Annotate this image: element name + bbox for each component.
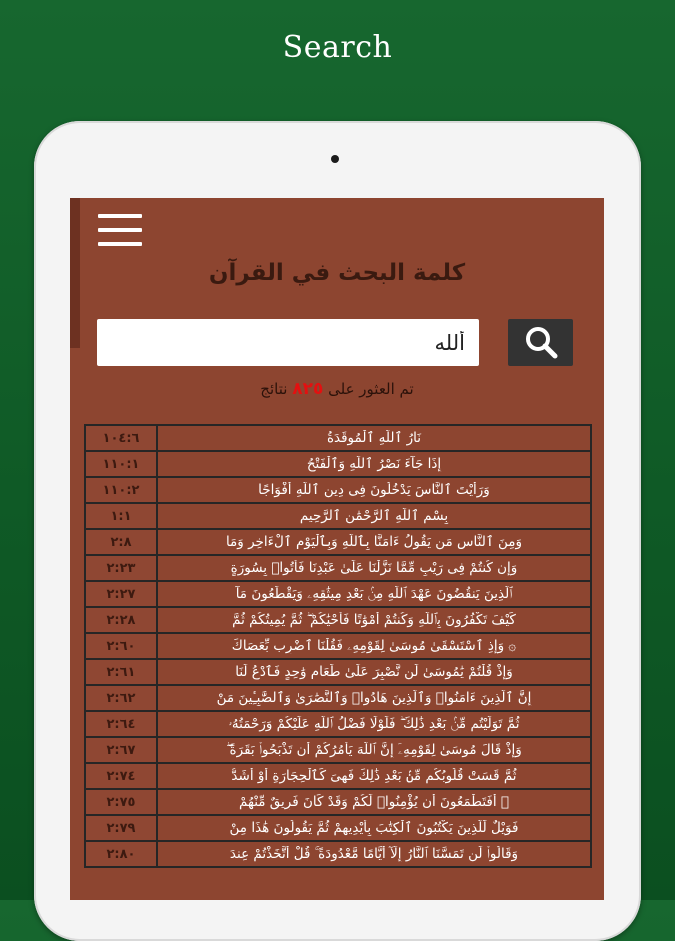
verse-reference: ٢:٧٩ <box>85 815 157 841</box>
results-table <box>84 424 592 868</box>
verse-text: كَيْفَ تَكْفُرُونَ بِٱللَّهِ وَكُنتُمْ أَمْوَٰتًا فَأَحْيَٰكُمْ ۖ ثُمَّ يُمِيتُكُمْ ثُمَّ <box>232 612 516 628</box>
verse-reference: ٢:٦١ <box>85 659 157 685</box>
verse-text-cell <box>157 633 591 659</box>
verse-text: وَإِذْ قَالَ مُوسَىٰ لِقَوْمِهِۦٓ إِنَّ ٱللَّهَ يَأْمُرُكُمْ أَن تَذْبَحُوا۟ بَقَرَةً ۖ <box>226 742 522 758</box>
result-row[interactable] <box>85 789 591 815</box>
verse-reference: ٢:٢٧ <box>85 581 157 607</box>
result-row[interactable] <box>85 529 591 555</box>
verse-text: نَارُ ٱللَّهِ ٱلْمُوقَدَةُ <box>326 430 422 446</box>
verse-text-cell <box>157 477 591 503</box>
verse-reference: ١١٠:١ <box>85 451 157 477</box>
verse-text-cell <box>157 737 591 763</box>
verse-text-cell <box>157 815 591 841</box>
verse-text: إِنَّ ٱلَّذِينَ ءَامَنُوا۟ وَٱلَّذِينَ هَادُوا۟ وَٱلنَّصَٰرَىٰ وَٱلصَّٰبِـِٔينَ مَنْ <box>216 690 532 706</box>
verse-text-cell <box>157 841 591 867</box>
verse-text: ۞ أَفَتَطْمَعُونَ أَن يُؤْمِنُوا۟ لَكُمْ وَقَدْ كَانَ فَرِيقٌ مِّنْهُمْ <box>238 794 509 810</box>
verse-text: وَإِذْ قُلْتُمْ يَٰمُوسَىٰ لَن نَّصْبِرَ عَلَىٰ طَعَامٍ وَٰحِدٍ فَٱدْعُ لَنَا <box>235 664 513 680</box>
verse-reference: ٢:٧٥ <box>85 789 157 815</box>
results-prefix: تم العثور على <box>328 380 414 398</box>
hamburger-menu-icon[interactable] <box>98 214 142 248</box>
verse-text-cell <box>157 451 591 477</box>
result-row[interactable] <box>85 737 591 763</box>
verse-reference: ٢:٧٤ <box>85 763 157 789</box>
verse-text: وَإِن كُنتُمْ فِى رَيْبٍ مِّمَّا نَزَّلْنَا عَلَىٰ عَبْدِنَا فَأْتُوا۟ بِسُورَةٍ <box>230 560 518 576</box>
search-input[interactable] <box>97 319 479 366</box>
result-row[interactable] <box>85 581 591 607</box>
verse-text-cell <box>157 503 591 529</box>
result-row[interactable] <box>85 555 591 581</box>
verse-text: ثُمَّ قَسَتْ قُلُوبُكُم مِّنۢ بَعْدِ ذَٰلِكَ فَهِىَ كَٱلْحِجَارَةِ أَوْ أَشَدُّ <box>231 768 517 784</box>
search-button[interactable] <box>508 319 573 366</box>
result-row[interactable] <box>85 425 591 451</box>
result-row[interactable] <box>85 607 591 633</box>
result-row[interactable] <box>85 711 591 737</box>
result-row[interactable] <box>85 685 591 711</box>
verse-text: وَمِنَ ٱلنَّاسِ مَن يَقُولُ ءَامَنَّا بِٱللَّهِ وَبِٱلْيَوْمِ ٱلْءَاخِرِ وَمَا <box>225 534 523 550</box>
verse-text-cell <box>157 711 591 737</box>
verse-reference: ٢:٢٨ <box>85 607 157 633</box>
search-icon <box>521 323 561 363</box>
verse-text-cell <box>157 659 591 685</box>
verse-reference: ٢:٦٤ <box>85 711 157 737</box>
verse-reference: ٢:٦٢ <box>85 685 157 711</box>
verse-text: بِسْمِ ٱللَّهِ ٱلرَّحْمَٰنِ ٱلرَّحِيمِ <box>299 508 449 524</box>
results-count: ٨٢٥ <box>292 379 324 399</box>
result-row[interactable] <box>85 503 591 529</box>
verse-reference: ٢:٢٣ <box>85 555 157 581</box>
page-title: كلمة البحث في القرآن <box>208 260 466 286</box>
result-row[interactable] <box>85 659 591 685</box>
verse-text-cell <box>157 763 591 789</box>
verse-text: إِذَا جَآءَ نَصْرُ ٱللَّهِ وَٱلْفَتْحُ <box>306 456 442 472</box>
verse-text: ثُمَّ تَوَلَّيْتُم مِّنۢ بَعْدِ ذَٰلِكَ ۖ فَلَوْلَا فَضْلُ ٱللَّهِ عَلَيْكُمْ وَرَحْمَتُهُۥ <box>228 716 520 732</box>
results-suffix: نتائج <box>260 380 288 398</box>
tablet-camera <box>331 155 339 163</box>
results-summary <box>70 379 604 399</box>
verse-text: وَقَالُوا۟ لَن تَمَسَّنَا ٱلنَّارُ إِلَّآ أَيَّامًا مَّعْدُودَةً ۚ قُلْ أَتَّخَذْتُمْ عِندَ <box>229 846 519 862</box>
verse-text-cell <box>157 789 591 815</box>
result-row[interactable] <box>85 451 591 477</box>
app-screen <box>70 198 604 900</box>
verse-text: فَوَيْلٌ لِّلَّذِينَ يَكْتُبُونَ ٱلْكِتَٰبَ بِأَيْدِيهِمْ ثُمَّ يَقُولُونَ هَٰذَا مِنْ <box>229 820 519 836</box>
verse-text-cell <box>157 425 591 451</box>
result-row[interactable] <box>85 841 591 867</box>
result-row[interactable] <box>85 477 591 503</box>
verse-reference: ١١٠:٢ <box>85 477 157 503</box>
verse-reference: ٢:٦٠ <box>85 633 157 659</box>
verse-text: ٱلَّذِينَ يَنقُضُونَ عَهْدَ ٱللَّهِ مِنۢ بَعْدِ مِيثَٰقِهِۦ وَيَقْطَعُونَ مَآ <box>235 586 513 602</box>
verse-text-cell <box>157 555 591 581</box>
verse-text: وَرَأَيْتَ ٱلنَّاسَ يَدْخُلُونَ فِى دِينِ ٱللَّهِ أَفْوَاجًا <box>258 482 490 498</box>
verse-text-cell <box>157 529 591 555</box>
verse-reference: ١:١ <box>85 503 157 529</box>
result-row[interactable] <box>85 633 591 659</box>
result-row[interactable] <box>85 815 591 841</box>
verse-reference: ٢:٨ <box>85 529 157 555</box>
verse-reference: ٢:٦٧ <box>85 737 157 763</box>
promo-title: Search <box>282 30 393 65</box>
result-row[interactable] <box>85 763 591 789</box>
verse-text-cell <box>157 581 591 607</box>
verse-text-cell <box>157 685 591 711</box>
verse-reference: ١٠٤:٦ <box>85 425 157 451</box>
verse-text: ۞ وَإِذِ ٱسْتَسْقَىٰ مُوسَىٰ لِقَوْمِهِۦ فَقُلْنَا ٱضْرِب بِّعَصَاكَ <box>231 638 517 654</box>
verse-reference: ٢:٨٠ <box>85 841 157 867</box>
verse-text-cell <box>157 607 591 633</box>
